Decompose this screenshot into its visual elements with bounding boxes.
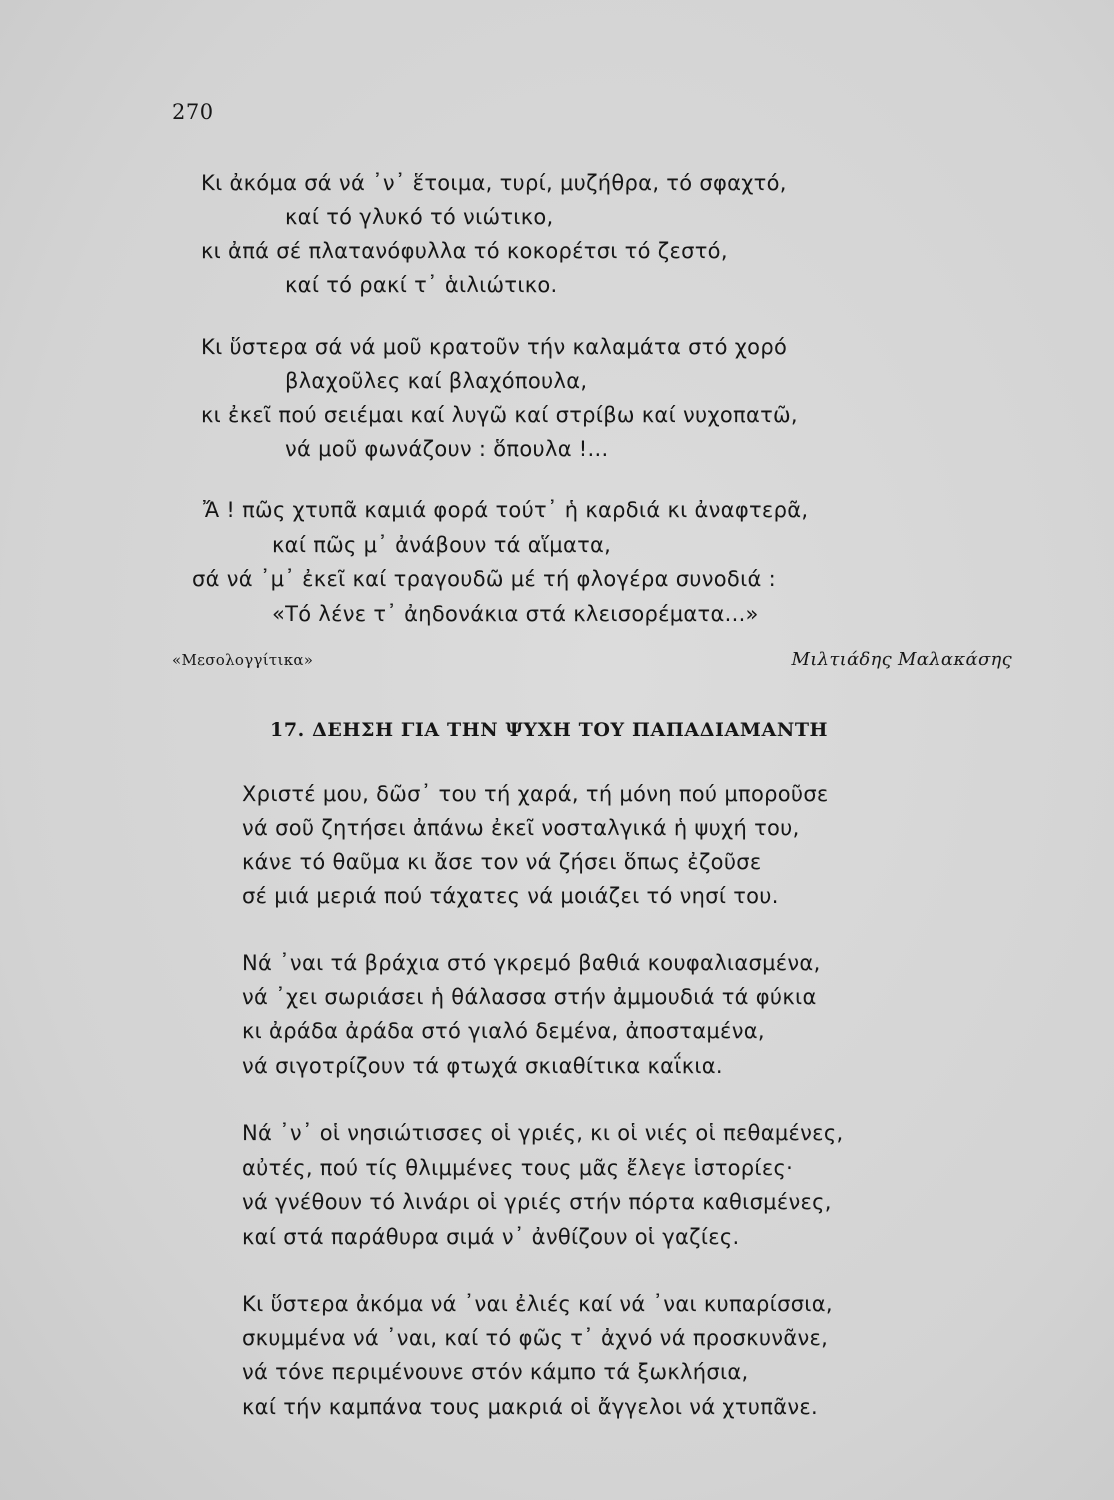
verse-line: βλαχοῦλες καί βλαχόπουλα,: [285, 369, 588, 393]
verse-line: καί στά παράθυρα σιμά ν᾿ ἀνθίζουν οἱ γαζίες.: [242, 1225, 740, 1249]
verse-line: κάνε τό θαῦμα κι ἄσε τον νά ζήσει ὅπως ἐζοῦσε: [242, 850, 762, 874]
verse-line: αὐτές, πού τίς θλιμμένες τους μᾶς ἔλεγε ἱστορίες·: [242, 1156, 794, 1180]
verse-line: Ἄ ! πῶς χτυπᾶ καμιά φορά τούτ᾿ ἡ καρδιά κι ἀναφτερᾶ,: [203, 498, 809, 522]
poem-2-heading: 17. ΔΕΗΣΗ ΓΙΑ ΤΗΝ ΨΥΧΗ ΤΟΥ ΠΑΠΑΔΙΑΜΑΝΤΗ: [270, 719, 829, 741]
verse-line: κι ἐκεῖ πού σειέμαι καί λυγῶ καί στρίβω καί νυχοπατῶ,: [201, 403, 798, 427]
verse-line: νά ᾿χει σωριάσει ἡ θάλασσα στήν ἀμμουδιά τά φύκια: [242, 985, 817, 1009]
verse-line: νά μοῦ φωνάζουν : ὅπουλα !...: [285, 437, 609, 461]
verse-line: Νά ᾿ν᾿ οἱ νησιώτισσες οἱ γριές, κι οἱ νιές οἱ πεθαμένες,: [242, 1121, 844, 1145]
verse-line: κι ἀράδα ἀράδα στό γιαλό δεμένα, ἀποσταμένα,: [242, 1019, 765, 1043]
verse-line: Νά ᾿ναι τά βράχια στό γκρεμό βαθιά κουφαλιασμένα,: [242, 951, 821, 975]
verse-line: «Τό λένε τ᾿ ἀηδονάκια στά κλεισορέματα...»: [272, 602, 759, 626]
verse-line: καί πῶς μ᾿ ἀνάβουν τά αἵματα,: [272, 533, 612, 557]
verse-line: Κι ὕστερα σά νά μοῦ κρατοῦν τήν καλαμάτα στό χορό: [201, 335, 788, 359]
verse-line: σκυμμένα νά ᾿ναι, καί τό φῶς τ᾿ ἀχνό νά προσκυνᾶνε,: [242, 1326, 829, 1350]
verse-line: κι ἀπά σέ πλατανόφυλλα τό κοκορέτσι τό ζεστό,: [201, 239, 728, 263]
verse-line: Κι ὕστερα ἀκόμα νά ᾿ναι ἐλιές καί νά ᾿ναι κυπαρίσσια,: [242, 1292, 833, 1316]
verse-line: Κι ἀκόμα σά νά ᾿ν᾿ ἕτοιμα, τυρί, μυζήθρα, τό σφαχτό,: [201, 171, 787, 195]
poem-source: «Μεσολογγίτικα»: [172, 651, 314, 669]
page-number: 270: [172, 100, 214, 124]
verse-line: σέ μιά μεριά πού τάχατες νά μοιάζει τό νησί του.: [242, 884, 779, 908]
verse-line: καί τήν καμπάνα τους μακριά οἱ ἄγγελοι νά χτυπᾶνε.: [242, 1395, 819, 1419]
verse-line: νά σοῦ ζητήσει ἀπάνω ἐκεῖ νοσταλγικά ἡ ψυχή του,: [242, 816, 800, 840]
poem-author: Μιλτιάδης Μαλακάσης: [791, 649, 1012, 670]
verse-line: νά γνέθουν τό λινάρι οἱ γριές στήν πόρτα καθισμένες,: [242, 1190, 832, 1214]
verse-line: σά νά ᾿μ᾿ ἐκεῖ καί τραγουδῶ μέ τή φλογέρα συνοδιά :: [192, 567, 776, 591]
verse-line: νά σιγοτρίζουν τά φτωχά σκιαθίτικα καΐκια.: [242, 1054, 723, 1078]
verse-line: καί τό ρακί τ᾿ ἁιλιώτικο.: [285, 273, 558, 297]
verse-line: νά τόνε περιμένουνε στόν κάμπο τά ξωκλήσια,: [242, 1360, 749, 1384]
verse-line: καί τό γλυκό τό νιώτικο,: [285, 205, 554, 229]
verse-line: Χριστέ μου, δῶσ᾿ του τή χαρά, τή μόνη πού μποροῦσε: [242, 782, 829, 806]
